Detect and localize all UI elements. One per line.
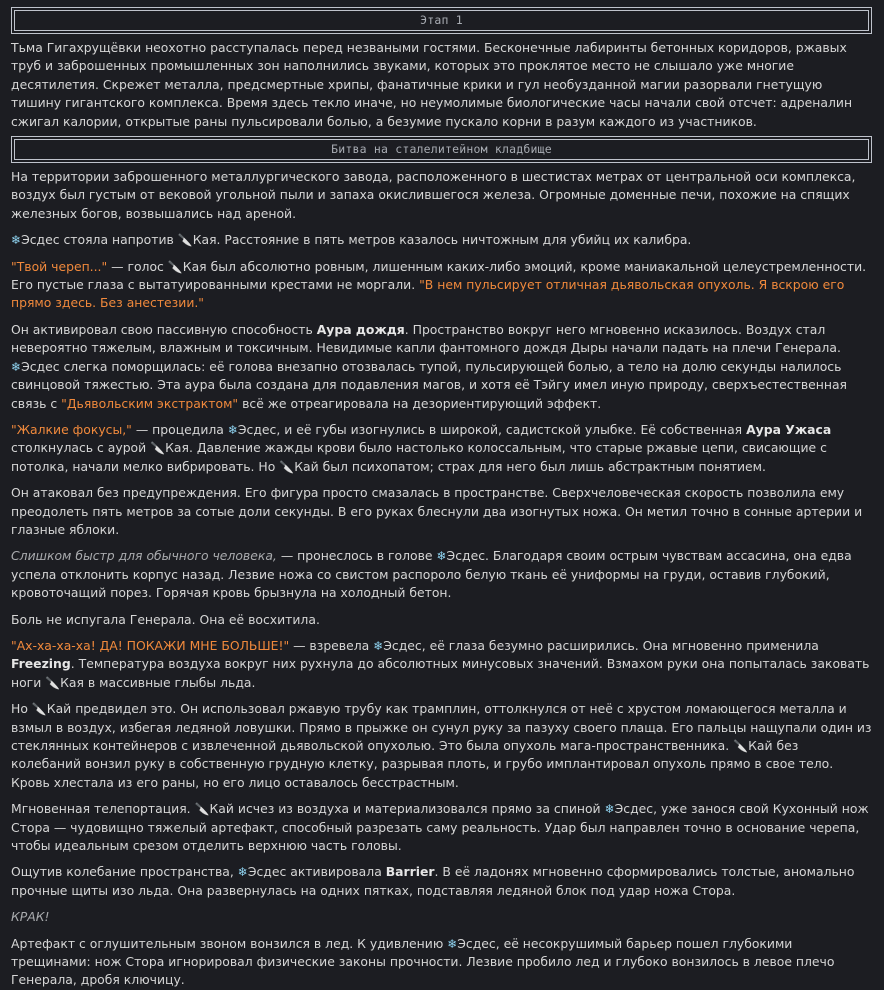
skill-name: Barrier: [385, 864, 435, 880]
snowflake-icon: ❄: [237, 865, 248, 880]
skill-name: Аура Ужаса: [746, 421, 832, 437]
paragraph-5: "Жалкие фокусы," — процедила ❄Эсдес, и её губы изогнулись в широкой, садистской улыбке. Её собственная Аура Ужаса столкнулась с аурой 🔪Кая. Давление жажды крови было настолько колоссальным, что старые ржавые цепи, свисающие с потолка, начали мелко вибрировать. Но 🔪Кай был психопатом; страх для него был лишь абстрактным понятием.: [11, 421, 832, 474]
stage-banner: [14, 10, 869, 31]
skill-name: Аура дождя: [316, 321, 405, 337]
snowflake-icon: ❄: [604, 802, 615, 817]
dialogue-quote: "Ах-ха-ха-ха! ДА! ПОКАЖИ МНЕ БОЛЬШЕ!": [11, 637, 290, 653]
paragraph-8: Боль не испугала Генерала. Она её восхитила.: [11, 611, 320, 627]
knife-icon: 🔪: [45, 675, 61, 690]
dialogue-quote: "В нем пульсирует отличная дьявольская опухоль. Я вскрою его прямо здесь. Без анестезии.": [11, 277, 845, 311]
battle-banner: [14, 139, 869, 160]
snowflake-icon: ❄: [11, 233, 22, 248]
paragraph-7: Слишком быстр для обычного человека, — пронеслось в голове ❄Эсдес. Благодаря своим острым чувствам ассасина, она едва успела отклонить корпус назад. Лезвие ножа со свистом распороло белую ткань её униформы на груди, оставив глубокий, кровоточащий порез. Горячая кровь брызнула на холодный бетон.: [11, 548, 852, 601]
name-esdes: Эсдес: [383, 637, 422, 653]
paragraph-14: Артефакт с оглушительным звоном вонзился в лед. К удивлению ❄Эсдес, её несокрушимый барьер пошел глубокими трещинами: нож Стора игнорировал физические законы прочности. Лезвие пробило лед и глубоко вонзилось в левое плечо Генерала, дробя ключицу.: [11, 935, 835, 988]
name-kaia: Кая: [192, 232, 217, 248]
snowflake-icon: ❄: [11, 359, 22, 374]
name-esdes: Эсдес: [457, 935, 496, 951]
paragraph-6: Он атаковал без предупреждения. Его фигура просто смазалась в пространстве. Сверхчеловеческая скорость позволила ему преодолеть пять метров за сотые доли секунды. В его руках блеснули два изогнутых ножа. Он метил точно в сонные артерии и глазные яблоки.: [11, 485, 863, 537]
name-kaia: Кая: [60, 674, 84, 690]
knife-icon: 🔪: [150, 441, 166, 456]
knife-icon: 🔪: [194, 802, 210, 817]
skill-name: Freezing: [11, 656, 71, 672]
name-kai: Кай: [294, 458, 319, 474]
paragraph-12: Ощутив колебание пространства, ❄Эсдес активировала Barrier. В её ладонях мгновенно сформировались толстые, аномально прочные щиты изо льда. Она развернулась на одних пятках, подставляя ледяной блок под удар ножа Стора.: [11, 864, 855, 898]
paragraph-2: ❄Эсдес стояла напротив 🔪Кая. Расстояние в пять метров казалось ничтожным для убийц их калибра.: [11, 232, 692, 248]
knife-icon: 🔪: [31, 702, 47, 717]
intro-paragraph: Тьма Гигахрущёвки неохотно расступалась перед незваными гостями. Бесконечные лабиринты бетонных коридоров, ржавых труб и заброшенных промышленных зон наполнились звуками, которых это проклятое место не слышало уже многие десятилетия. Скрежет металла, предсмертные хрипы, фанатичные крики и гул необузданной магии разорвали гнетущую тишину гигантского комплекса. Время здесь текло иначе, но неумолимые биологические часы начали свой отсчет: адреналин сжигал калории, открытые раны пульсировали болью, а безумие пускало корни в разум каждого из участников.: [11, 40, 853, 129]
dialogue-quote: "Жалкие фокусы,": [11, 421, 132, 437]
name-kaia: Кая: [182, 258, 207, 274]
snowflake-icon: ❄: [373, 638, 384, 653]
snowflake-icon: ❄: [436, 549, 447, 564]
knife-icon: 🔪: [177, 233, 193, 248]
paragraph-9: "Ах-ха-ха-ха! ДА! ПОКАЖИ МНЕ БОЛЬШЕ!" — взревела ❄Эсдес, её глаза безумно расширились. Она мгновенно применила Freezing. Температура воздуха вокруг них рухнула до абсолютных минусовых значений. Взмахом руки она попыталась заковать ноги 🔪Кая в массивные глыбы льда.: [11, 637, 870, 690]
name-kaia: Кая: [165, 440, 189, 456]
name-kai: Кай: [209, 801, 234, 817]
name-esdes: Эсдес: [237, 421, 277, 437]
paragraph-10: Но 🔪Кай предвидел это. Он использовал ржавую трубу как трамплин, оттолкнулся от неё с хрустом ломающегося металла и взмыл в воздух, избегая ледяной ловушки. Прямо в прыжке он сунул руку за пазуху своего плаща. Его пальцы нащупали один из стеклянных контейнеров с извлеченной дьявольской опухолью. Это была опухоль мага-пространственника. 🔪Кай без колебаний вонзил руку в собственную грудную клетку, разрывая плоть, и грубо имплантировал опухоль прямо в свое тело. Кровь хлестала из его раны, но его лицо оставалось бесстрастным.: [11, 701, 872, 790]
name-kai: Кай: [46, 701, 72, 717]
name-esdes: Эсдес: [247, 864, 287, 880]
knife-icon: 🔪: [167, 259, 183, 274]
paragraph-4: Он активировал свою пассивную способность Аура дождя. Пространство вокруг него мгновенно исказилось. Воздух стал невероятно тяжелым, влажным и токсичным. Невидимые капли фантомного дождя Дыры начали падать на плечи Генерала. ❄Эсдес слегка поморщилась: её голова внезапно отозвалась тупой, пульсирующей болью, а тело на долю секунды налилось свинцовой тяжестью. Эта аура была создана для подавления магов, и хотя её Тэйгу имел иную природу, сверхъестественная связь с "Дьявольским экстрактом" всё же отреагировала на дезориентирующий эффект.: [11, 321, 848, 411]
snowflake-icon: ❄: [227, 422, 238, 437]
name-esdes: Эсдес: [21, 358, 60, 374]
name-esdes: Эсдес: [21, 232, 60, 248]
battle-title: Битва на сталелитейном кладбище: [331, 142, 552, 157]
name-kai: Кай: [748, 738, 773, 753]
dialogue-quote: "Дьявольским экстрактом": [61, 395, 239, 411]
paragraph-11: Мгновенная телепортация. 🔪Кай исчез из воздуха и материализовался прямо за спиной ❄Эсдес, уже занося свой Кухонный нож Стора — чудовищно тяжелый артефакт, способный разрезать саму реальность. Удар был направлен точно в основание черепа, чтобы идеальным срезом отделить верхнюю часть головы.: [11, 801, 869, 854]
inner-thought: Слишком быстр для обычного человека,: [11, 548, 277, 564]
knife-icon: 🔪: [733, 739, 749, 753]
stage-title: Этап 1: [420, 13, 463, 28]
snowflake-icon: ❄: [447, 936, 458, 951]
dialogue-quote: "Твой череп...": [11, 258, 108, 274]
paragraph-1: На территории заброшенного металлургического завода, расположенного в шестистах метрах от центральной оси комплекса, воздух был густым от вековой угольной пыли и запаха окислившегося железа. Огромные доменные печи, похожие на спящих железных богов, возвышались над ареной.: [11, 169, 856, 221]
paragraph-3: "Твой череп..." — голос 🔪Кая был абсолютно ровным, лишенным каких-либо эмоций, кроме маниакальной целеустремленности. Его пустые глаза с вытатуированными крестами не моргали. "В нем пульсирует отличная дьявольская опухоль. Я вскрою его прямо здесь. Без анестезии.": [11, 258, 867, 311]
name-esdes: Эсдес: [446, 548, 486, 564]
knife-icon: 🔪: [279, 459, 295, 474]
name-esdes: Эсдес: [614, 801, 654, 817]
sound-effect: КРАК!: [11, 909, 50, 925]
